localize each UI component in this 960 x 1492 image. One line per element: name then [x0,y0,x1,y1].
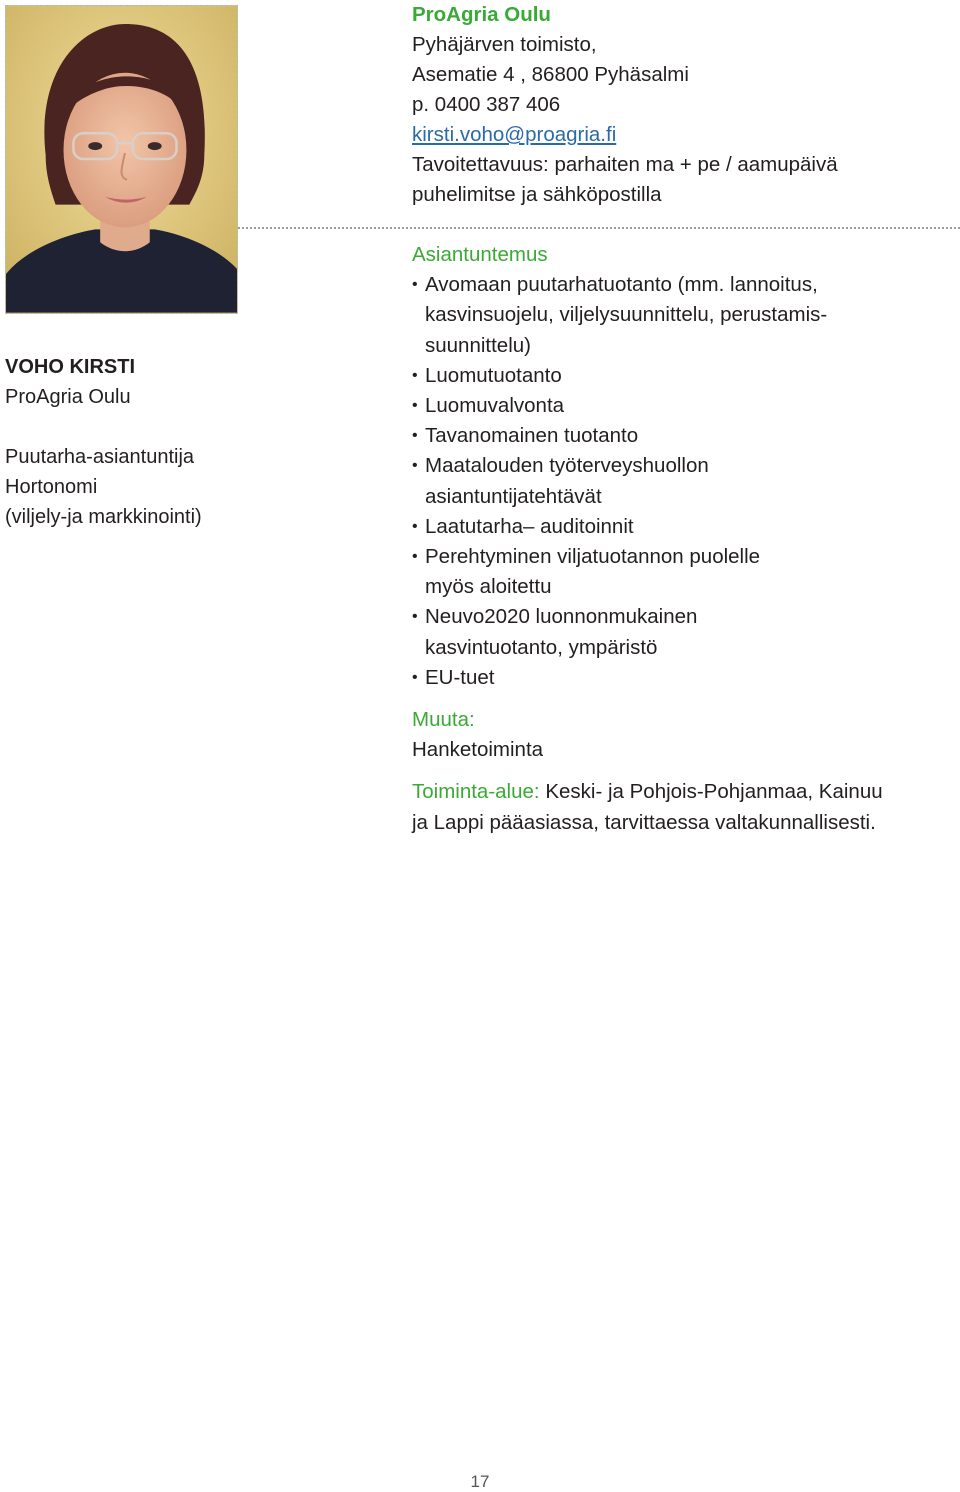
expertise-item-line: kasvinsuojelu, viljelysuunnittelu, perustamis- [425,303,828,327]
person-organization: ProAgria Oulu [5,386,131,408]
expertise-item [412,451,957,511]
contact-phone: p. 0400 387 406 [412,93,561,116]
expertise-item-line: • Tavanomainen tuotanto [425,424,639,448]
expertise-item [412,602,957,662]
expertise-item-line: • EU-tuet [425,665,495,689]
area-text-line-1: Keski- ja Pohjois-Pohjanmaa, Kainuu [539,780,883,804]
portrait-photo [5,5,238,314]
page-number: 17 [470,1472,490,1491]
expertise-item-line: suunnittelu) [425,333,531,357]
other-heading: Muuta: [412,708,475,732]
other-section [412,705,957,765]
expertise-item-line: • Laatutarha– auditoinnit [425,514,634,538]
person-title: Puutarha-asiantuntija [5,446,195,468]
area-label: Toiminta-alue: [412,780,540,804]
expertise-item [412,361,957,391]
contact-block [412,0,952,210]
expertise-item [412,391,957,421]
availability-line-2: puhelimitse ja sähköpostilla [412,183,662,206]
dotted-divider [238,227,960,229]
area-section [412,777,957,837]
expertise-item-line: • Avomaan puutarhatuotanto (mm. lannoitus, [425,273,818,297]
other-text: Hanketoiminta [412,738,544,762]
portrait-illustration [6,6,237,313]
area-text-line-2: ja Lappi pääasiassa, tarvittaessa valtakunnallisesti. [412,810,876,834]
person-info [5,352,255,532]
contact-address: Asematie 4 , 86800 Pyhäsalmi [412,63,689,86]
expertise-item-line: • Luomutuotanto [425,363,562,387]
expertise-item-line: • Luomuvalvonta [425,394,565,418]
expertise-item-line: kasvintuotanto, ympäristö [425,635,658,659]
email-link[interactable]: kirsti.voho@proagria.fi [412,123,617,146]
expertise-item [412,512,957,542]
expertise-item-line: • Neuvo2020 luonnonmukainen [425,605,698,629]
expertise-block [412,240,957,838]
expertise-item [412,542,957,602]
expertise-item-line: asiantuntijatehtävät [425,484,602,508]
expertise-item-line: • Maatalouden työterveyshuollon [425,454,709,478]
expertise-item [412,421,957,451]
person-name: VOHO KIRSTI [5,356,136,378]
contact-office: Pyhäjärven toimisto, [412,33,597,56]
expertise-heading: Asiantuntemus [412,243,548,266]
expertise-item [412,663,957,693]
availability-line-1: Tavoitettavuus: parhaiten ma + pe / aamupäivä [412,153,838,176]
person-degree-detail: (viljely-ja markkinointi) [5,506,202,528]
person-degree: Hortonomi [5,476,98,498]
expertise-item [412,270,957,361]
contact-heading: ProAgria Oulu [412,3,551,26]
expertise-item-line: myös aloitettu [425,575,552,599]
expertise-item-line: • Perehtyminen viljatuotannon puolelle [425,545,761,569]
